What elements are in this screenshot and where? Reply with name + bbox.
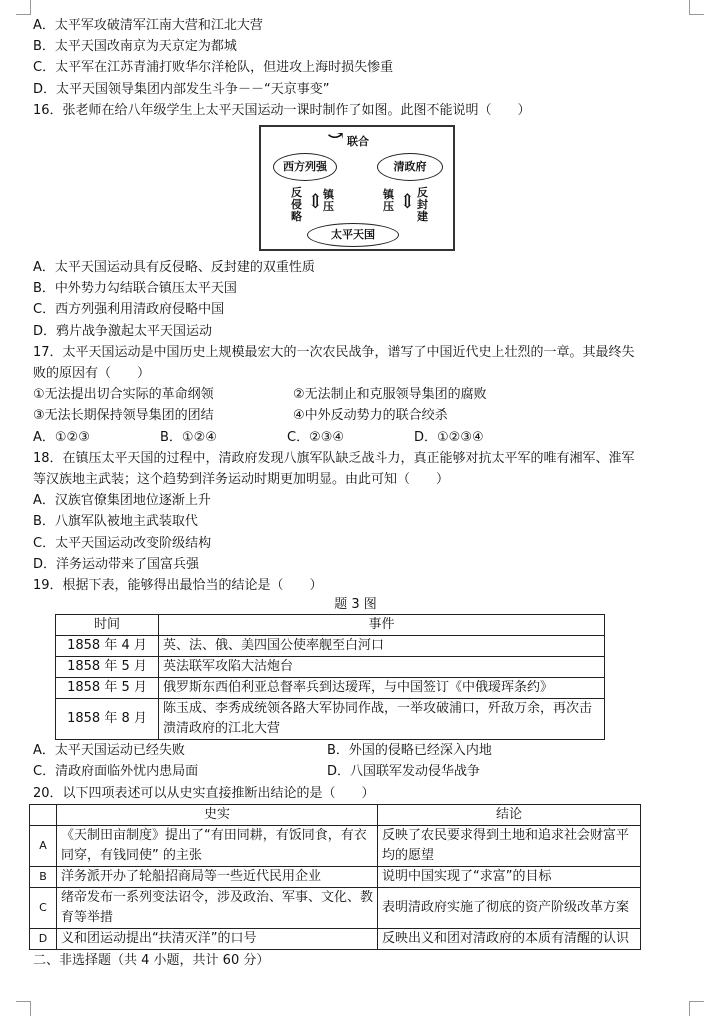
q19-option-c[interactable]: C．清政府面临外忧内患局面 — [33, 764, 199, 780]
header-blank — [30, 804, 57, 825]
q18-option-c[interactable]: C．太平天国运动改变阶级结构 — [33, 535, 212, 551]
q17-stem-line2: 败的原因有（ ） — [33, 366, 151, 382]
cell-conclusion: 反映出义和团对清政府的本质有清醒的认识 — [378, 928, 641, 949]
q16-option-b[interactable]: B．中外势力勾结联合镇压太平天国 — [33, 281, 237, 297]
diagram-node-western-powers: 西方列强 — [273, 153, 337, 181]
corner-mark — [16, 0, 31, 15]
q15-option-a[interactable]: A．太平军攻破清军江南大营和江北大营 — [33, 18, 263, 33]
row-label: C — [30, 887, 57, 928]
q17-items-row1 — [33, 384, 688, 405]
cell-event: 俄罗斯东西伯利亚总督率兵到达瑷珲，与中国签订《中俄瑷珲条约》 — [159, 678, 605, 699]
q18-option-b[interactable]: B．八旗军队被地主武装取代 — [33, 514, 198, 530]
header-fact: 史实 — [57, 804, 378, 825]
diagram-node-taiping: 太平天国 — [307, 223, 399, 247]
q20-stem: 20．以下四项表述可以从史实直接推断出结论的是（ ） — [33, 785, 375, 801]
cell-fact: 义和团运动提出“扶清灭洋”的口号 — [57, 928, 378, 949]
q16-option-a[interactable]: A．太平天国运动具有反侵略、反封建的双重性质 — [33, 260, 315, 276]
cell-conclusion: 反映了农民要求得到土地和追求社会财富平均的愿望 — [378, 825, 641, 866]
q15-option-b[interactable]: B．太平天国改南京为天京定为都城 — [33, 39, 237, 55]
cell-event: 陈玉成、李秀成统领各路大军协同作战，一举攻破浦口，歼敌万余，再次击溃清政府的江北大营 — [159, 699, 605, 740]
q16-diagram — [259, 125, 455, 251]
curved-arrow-icon: ⤻ — [327, 123, 344, 148]
row-label: B — [30, 866, 57, 887]
row-label: D — [30, 928, 57, 949]
cell-time: 1858 年 8 月 — [56, 699, 159, 740]
header-time: 时间 — [56, 615, 159, 636]
q19-stem: 19．根据下表，能够得出最恰当的结论是（ ） — [33, 578, 323, 594]
cell-fact: 洋务派开办了轮船招商局等一些近代民用企业 — [57, 866, 378, 887]
cell-conclusion: 表明清政府实施了彻底的资产阶级改革方案 — [378, 887, 641, 928]
q17-option-d[interactable]: D．①②③④ — [414, 429, 484, 445]
cell-fact: 《天制田亩制度》提出了“有田同耕，有饭同食，有衣同穿，有钱同使” 的主张 — [57, 825, 378, 866]
cell-fact: 绪帝发布一系列变法诏令，涉及政治、军事、文化、教育等举措 — [57, 887, 378, 928]
q18-stem-line2: 等汉族地主武装；这个趋势到洋务运动时期更加明显。由此可知（ ） — [33, 472, 450, 488]
header-conclusion: 结论 — [378, 804, 641, 825]
q19-options-row2 — [33, 761, 688, 782]
table-row[interactable] — [30, 928, 641, 949]
header-event: 事件 — [159, 615, 605, 636]
corner-mark — [689, 1001, 704, 1016]
diagram-label-suppress-left: 镇压 — [323, 188, 334, 214]
diagram-label-anti-feudal: 反封建 — [417, 186, 428, 224]
cell-time: 1858 年 5 月 — [56, 657, 159, 678]
q17-option-b[interactable]: B．①②④ — [160, 429, 217, 445]
q15-option-c[interactable]: C．太平军在江苏青浦打败华尔洋枪队，但进攻上海时损失惨重 — [33, 60, 394, 76]
q16-option-c[interactable]: C．西方列强利用清政府侵略中国 — [33, 302, 225, 318]
exam-page — [33, 15, 688, 971]
q18-option-a[interactable]: A．汉族官僚集团地位逐渐上升 — [33, 493, 211, 509]
diagram-node-qing-government: 清政府 — [377, 153, 443, 181]
table-header-row — [30, 804, 641, 825]
q15-option-d[interactable]: D．太平天国领导集团内部发生斗争－－“天京事变” — [33, 81, 330, 97]
q18-option-d[interactable]: D．洋务运动带来了国富兵强 — [33, 556, 200, 572]
double-arrow-icon: ⇕ — [307, 189, 324, 214]
diagram-label-unite: 联合 — [347, 135, 369, 149]
table-row — [56, 636, 605, 657]
table-row — [56, 657, 605, 678]
cell-conclusion: 说明中国实现了“求富”的目标 — [378, 866, 641, 887]
q17-stem-line1: 17．太平天国运动是中国历史上规模最宏大的一次农民战争，谱写了中国近代史上壮烈的一章。其最终失 — [33, 344, 635, 360]
q19-table-caption: 题 3 图 — [334, 597, 377, 613]
q19-option-d[interactable]: D．八国联军发动侵华战争 — [327, 764, 481, 780]
cell-event: 英法联军攻陷大沽炮台 — [159, 657, 605, 678]
table-row[interactable] — [30, 887, 641, 928]
q17-item-1: ①无法提出切合实际的革命纲领 — [33, 387, 214, 403]
q17-item-4: ④中外反动势力的联合绞杀 — [293, 408, 448, 424]
q20-table — [29, 804, 641, 950]
q19-options-row1 — [33, 740, 688, 761]
q17-item-3: ③无法长期保持领导集团的团结 — [33, 408, 214, 424]
q17-items-row2 — [33, 405, 688, 426]
row-label: A — [30, 825, 57, 866]
table-row — [56, 678, 605, 699]
diagram-label-anti-aggression: 反侵略 — [291, 186, 302, 224]
double-arrow-icon: ⇕ — [399, 189, 416, 214]
q16-stem: 16．张老师在给八年级学生上太平天国运动一课时制作了如图。此图不能说明（ ） — [33, 102, 531, 118]
cell-time: 1858 年 5 月 — [56, 678, 159, 699]
table-row[interactable] — [30, 825, 641, 866]
table-row[interactable] — [30, 866, 641, 887]
q17-options — [33, 427, 688, 448]
q17-option-a[interactable]: A．①②③ — [33, 429, 90, 445]
q19-table — [55, 614, 605, 740]
table-row — [56, 699, 605, 740]
corner-mark — [16, 1001, 31, 1016]
q17-option-c[interactable]: C．②③④ — [287, 429, 345, 445]
q19-option-b[interactable]: B．外国的侵略已经深入内地 — [327, 743, 492, 759]
cell-time: 1858 年 4 月 — [56, 636, 159, 657]
q16-option-d[interactable]: D．鸦片战争激起太平天国运动 — [33, 323, 213, 339]
q17-item-2: ②无法制止和克服领导集团的腐败 — [293, 387, 487, 403]
corner-mark — [689, 0, 704, 15]
diagram-label-suppress-right: 镇压 — [383, 188, 394, 214]
cell-event: 英、法、俄、美四国公使率舰至白河口 — [159, 636, 605, 657]
q19-option-a[interactable]: A．太平天国运动已经失败 — [33, 743, 185, 759]
section-2-heading: 二、非选择题（共 4 小题，共计 60 分） — [33, 952, 270, 968]
table-header-row — [56, 615, 605, 636]
q18-stem-line1: 18．在镇压太平天国的过程中，清政府发现八旗军队缺乏战斗力，真正能够对抗太平军的唯有湘军、淮军 — [33, 450, 635, 466]
